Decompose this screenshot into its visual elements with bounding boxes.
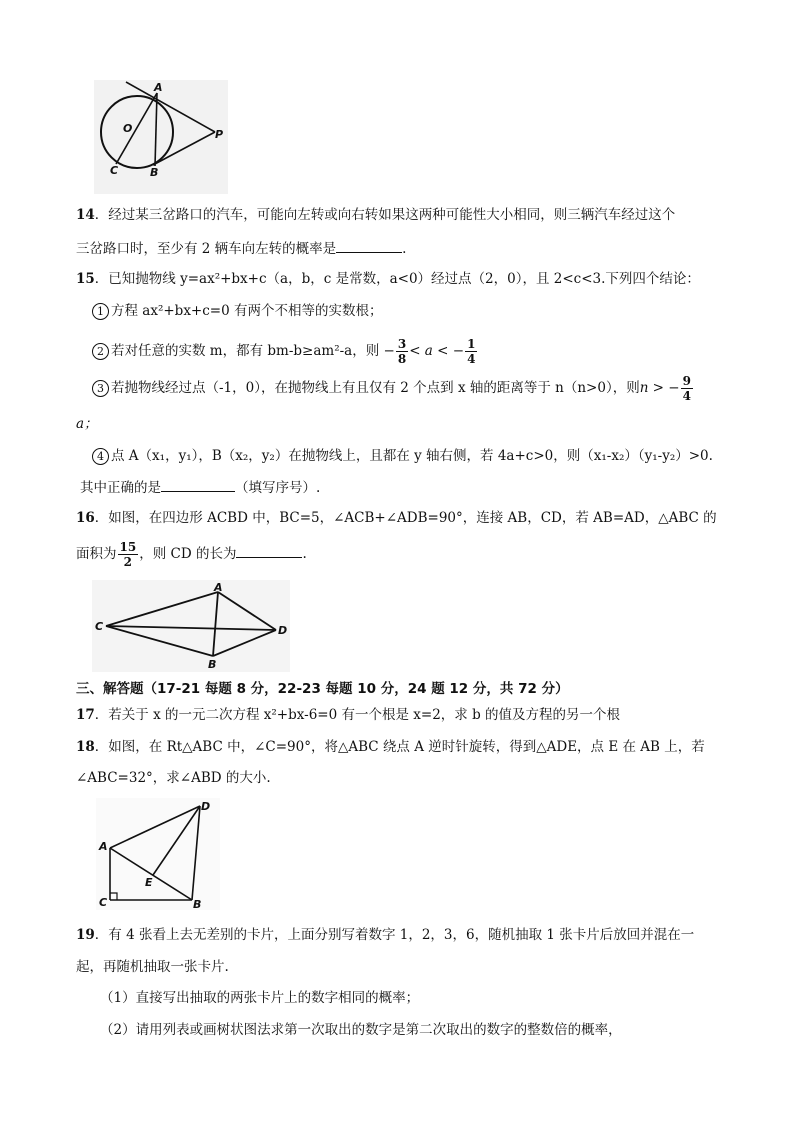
figure-rotation — [96, 798, 220, 910]
label-c: C — [95, 620, 104, 633]
segment-ab — [110, 848, 192, 900]
label-a: A — [154, 81, 163, 94]
q17-line: 17．若关于 x 的一元二次方程 x²+bx-6=0 有一个根是 x=2，求 b 的值及方程的另一个根 — [76, 707, 621, 723]
tangent-line-b — [153, 132, 215, 165]
q16-number: 16 — [76, 510, 95, 526]
label-p: P — [215, 128, 224, 141]
q19-sub1: （1）直接写出抽取的两张卡片上的数字相同的概率； — [100, 990, 420, 1006]
q18-number: 18 — [76, 739, 95, 755]
label-b: B — [150, 166, 159, 179]
q15-line1 — [76, 269, 700, 289]
circled-four-icon: 4 — [92, 448, 109, 465]
circled-one-icon: 1 — [92, 303, 109, 320]
q17-number: 17 — [76, 707, 95, 723]
label-a: A — [214, 581, 223, 594]
q16-line2: 面积为 $\frac{15}{2}$ ，则 CD 的长为 . — [76, 540, 307, 569]
q14-text2: 三岔路口时，至少有 2 辆车向左转的概率是 — [76, 241, 337, 257]
q15-number: 15 — [76, 271, 95, 287]
label-c: C — [99, 896, 108, 909]
label-d: D — [278, 624, 288, 637]
q15-item1: 1 方程 ax²+bx+c=0 有两个不相等的实数根； — [92, 301, 383, 321]
q19-line2: 起，再随机抽取一张卡片. — [76, 959, 229, 975]
label-b: B — [193, 898, 202, 910]
section-3-title: 三、解答题（17-21 每题 8 分，22-23 每题 10 分，24 题 12 分，共 72 分） — [76, 681, 569, 697]
fraction-15-2: $\frac{15}{2}$ — [119, 540, 137, 569]
segment-cb — [106, 626, 213, 656]
q15-answer-blank[interactable] — [161, 477, 235, 492]
figure-circle-tangent — [94, 80, 228, 194]
label-b: B — [208, 658, 217, 671]
q15-item3-tail: a； — [76, 416, 98, 432]
fraction-1-4: $\frac{1}{4}$ — [467, 337, 476, 366]
segment-ad — [218, 592, 276, 630]
q16-line1: 16．如图，在四边形 ACBD 中，BC=5，∠ACB+∠ADB=90°，连接 AB，CD，若 AB=AD，△ABC 的 — [76, 510, 717, 526]
q14-answer-blank[interactable] — [336, 238, 402, 253]
q19-sub2: （2）请用列表或画树状图法求第一次取出的数字是第二次取出的数字的整数倍的概率， — [100, 1022, 622, 1038]
q14-text1: ．经过某三岔路口的汽车，可能向左转或向右转如果这两种可能性大小相同，则三辆汽车经过这个 — [94, 207, 676, 223]
right-angle-mark — [110, 893, 117, 900]
q14-line2: 三岔路口时，至少有 2 辆车向左转的概率是 . — [76, 238, 406, 259]
label-d: D — [201, 800, 211, 813]
circled-three-icon: 3 — [92, 380, 109, 397]
q15-item4: 4 点 A（x₁，y₁），B（x₂，y₂）在抛物线上，且都在 y 轴右侧，若 4a+c>0，则（x₁-x₂）（y₁-y₂）>0. — [92, 446, 713, 466]
q15-item2: 2 若对任意的实数 m，都有 bm-b≥am²-a，则 − $\frac{3}{8}$ < a < − $\frac{1}{4}$ — [92, 335, 478, 367]
fraction-3-8: $\frac{3}{8}$ — [397, 337, 407, 366]
q16-answer-blank[interactable] — [236, 543, 302, 558]
label-c: C — [110, 164, 119, 177]
q19-number: 19 — [76, 927, 95, 943]
q15-answer-line: 其中正确的是 （填写序号）. — [80, 477, 320, 498]
q14-number: 14 — [76, 207, 95, 223]
segment-ab — [213, 592, 218, 656]
segment-bd — [213, 630, 276, 656]
figure-quadrilateral — [92, 580, 290, 672]
segment-ca — [106, 592, 218, 626]
q14-line1 — [76, 205, 675, 225]
chord-ab — [155, 93, 157, 166]
q19-line1: 19．有 4 张看上去无差别的卡片，上面分别写着数字 1，2，3，6，随机抽取 1 张卡片后放回并混在一 — [76, 927, 695, 943]
label-o: O — [123, 122, 133, 135]
label-a: A — [99, 840, 108, 853]
q15-text1: ．已知抛物线 y=ax²+bx+c（a，b，c 是常数，a<0）经过点（2，0），且 2<c<3.下列四个结论： — [94, 271, 700, 287]
q15-item3: 3 若抛物线经过点（-1，0），在抛物线上有且仅有 2 个点到 x 轴的距离等于 n（n>0），则n > − $\frac{9}{4}$ — [92, 372, 694, 404]
label-e: E — [145, 876, 153, 889]
segment-cd — [106, 626, 276, 630]
fraction-9-4: $\frac{9}{4}$ — [682, 374, 691, 403]
q18-line2: ∠ABC=32°，求∠ABD 的大小. — [76, 770, 271, 786]
q18-line1: 18．如图，在 Rt△ABC 中，∠C=90°，将△ABC 绕点 A 逆时针旋转，得到△ADE，点 E 在 AB 上，若 — [76, 739, 705, 755]
circle-o — [101, 96, 173, 168]
segment-db — [192, 806, 200, 900]
circled-two-icon: 2 — [92, 343, 109, 360]
